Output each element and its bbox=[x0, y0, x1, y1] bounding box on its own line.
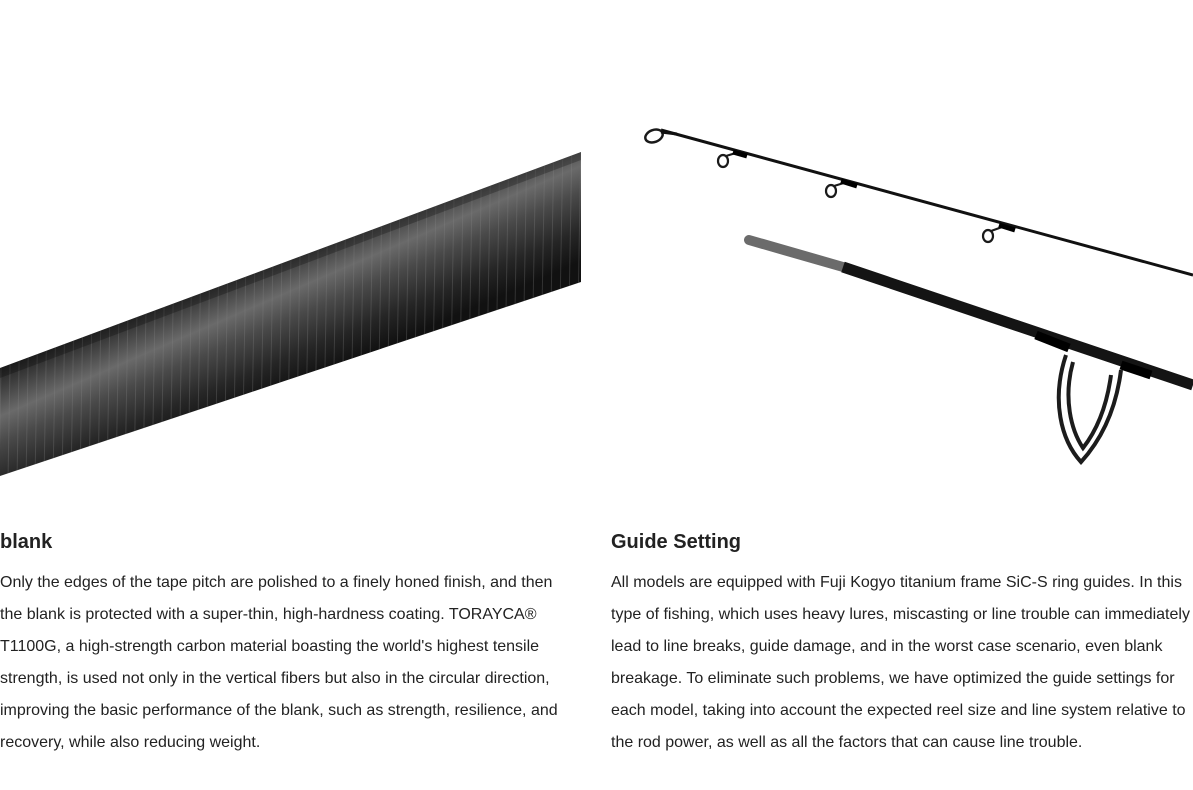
carbon-blank-closeup-photo bbox=[0, 0, 581, 500]
section-description: All models are equipped with Fuji Kogyo titanium frame SiC-S ring guides. In this type of fishing, which uses heavy lures, miscasting or line trouble can immediately lead to line breaks, guide damage, and in the worst case scenario, even blank breakage. To eliminate such problems, we have optimized the guide settings for each model, taking into account the expected reel size and line system relative to the rod power, as well as all the factors that can cause line trouble. bbox=[611, 574, 1190, 751]
section-description: Only the edges of the tape pitch are polished to a finely honed finish, and then the blank is protected with a super-thin, high-hardness coating. TORAYCA® T1100G, a high-strength carbon material boasting the world's highest tensile strength, is used not only in the vertical fibers but also in the circular direction, improving the basic performance of the blank, such as strength, resilience, and recovery, while also reducing weight. bbox=[0, 574, 558, 751]
rod-guides-photo bbox=[611, 0, 1193, 500]
section-title: blank bbox=[0, 531, 53, 553]
section-title: Guide Setting bbox=[611, 531, 741, 553]
